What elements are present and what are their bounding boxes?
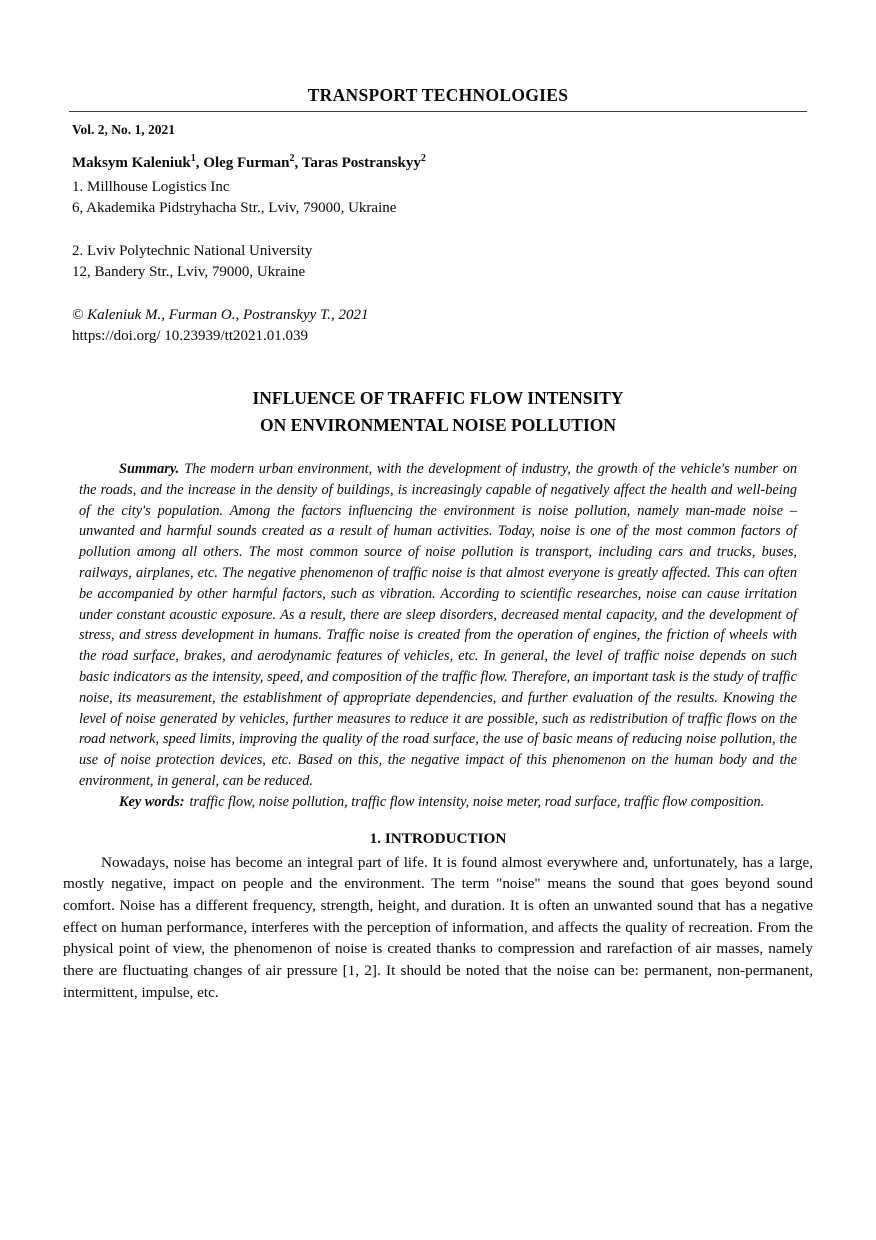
keywords-paragraph	[79, 792, 797, 813]
affiliation-org: 1. Millhouse Logistics Inc	[72, 179, 230, 195]
header-meta	[72, 121, 813, 347]
affiliation-address: 12, Bandery Str., Lviv, 79000, Ukraine	[72, 264, 306, 280]
section-heading-introduction: 1. INTRODUCTION	[369, 829, 507, 847]
summary-paragraph	[79, 459, 797, 792]
authors-line	[72, 153, 813, 173]
doi-text: https://doi.org/ 10.23939/tt2021.01.039	[72, 328, 308, 344]
author-affil-ref: 2	[289, 153, 295, 164]
author-name: Taras Postranskyy	[301, 155, 421, 171]
author-name: Maksym Kaleniuk	[72, 155, 191, 171]
summary-text: The modern urban environment, with the development of industry, the growth of the vehicle's number on the roads, and the increase in the density of buildings, is increasingly capable of negatively affect the health and well-being of the city's population. Among the factors influencing the environment is noise pollution, namely man-made noise – unwanted and harmful sounds created as a result of human activities. Today, noise is one of the most common factors of pollution among all others. The most common source of noise pollution is transport, including cars and trucks, buses, railways, airplanes, etc. The negative phenomenon of traffic noise is that almost everyone is greatly affected. This can often be accompanied by other harmful factors, such as vibration. According to scientific researches, noise can cause irritation under constant acoustic exposure. As a result, there are sleep disorders, decreased mental capacity, and the development of stress, and stress development in humans. Traffic noise is created from the operation of engines, the friction of wheels with the road surface, brakes, and aerodynamic features of vehicles, etc. In general, the level of traffic noise depends on such basic indicators as the intensity, speed, and composition of the traffic flow. Therefore, an important task is the study of traffic noise, its measurement, the establishment of appropriate dependencies, and further evaluation of the results. Knowing the level of noise generated by vehicles, further measures to reduce it are possible, such as redistribution of traffic flows on the road network, speed limits, improving the quality of the road surface, the use of basic means of reducing noise pollution, the use of noise protection devices, etc. Based on this, the negative impact of this phenomenon on the human body and the environment, in general, can be reduced.	[79, 461, 797, 789]
introduction-paragraph: Nowadays, noise has become an integral part of life. It is found almost everywhere and, unfortunately, has a large, mostly negative, impact on people and the environment. The term "noise" means the sound that goes beyond sound comfort. Noise has a different frequency, strength, height, and duration. It is often an unwanted sound that has a negative effect on human performance, interferes with the perception of information, and affects the quality of recreation. From the physical point of view, the phenomenon of noise is created thanks to compression and rarefaction of air masses, namely there are fluctuating changes of air pressure [1, 2]. It should be noted that the noise can be: permanent, non-permanent, intermittent, impulse, etc.	[63, 853, 813, 1001]
affiliation-address: 6, Akademika Pidstryhacha Str., Lviv, 79000, Ukraine	[72, 200, 397, 216]
author-affil-ref: 2	[420, 153, 426, 164]
author-separator: ,	[195, 155, 200, 171]
issue-info: Vol. 2, No. 1, 2021	[72, 122, 176, 137]
author-separator: ,	[294, 155, 299, 171]
keywords-label: Key words:	[119, 793, 185, 810]
copyright-notice: © Kaleniuk M., Furman O., Postranskyy T., 2021	[72, 307, 369, 323]
keywords-text: traffic flow, noise pollution, traffic flow intensity, noise meter, road surface, traffic flow composition.	[189, 793, 765, 810]
article-title-line-1: INFLUENCE OF TRAFFIC FLOW INTENSITY	[252, 388, 624, 408]
affiliation-org: 2. Lviv Polytechnic National University	[72, 243, 313, 259]
journal-title: TRANSPORT TECHNOLOGIES	[307, 85, 569, 105]
author-name: Oleg Furman	[203, 155, 290, 171]
affiliation-1	[72, 177, 813, 219]
header-rule	[69, 111, 807, 112]
author-affil-ref: 1	[190, 153, 196, 164]
article-title-line-2: ON ENVIRONMENTAL NOISE POLLUTION	[259, 415, 617, 435]
summary-label: Summary.	[119, 461, 180, 477]
affiliation-2	[72, 241, 813, 283]
article-title	[63, 385, 813, 439]
